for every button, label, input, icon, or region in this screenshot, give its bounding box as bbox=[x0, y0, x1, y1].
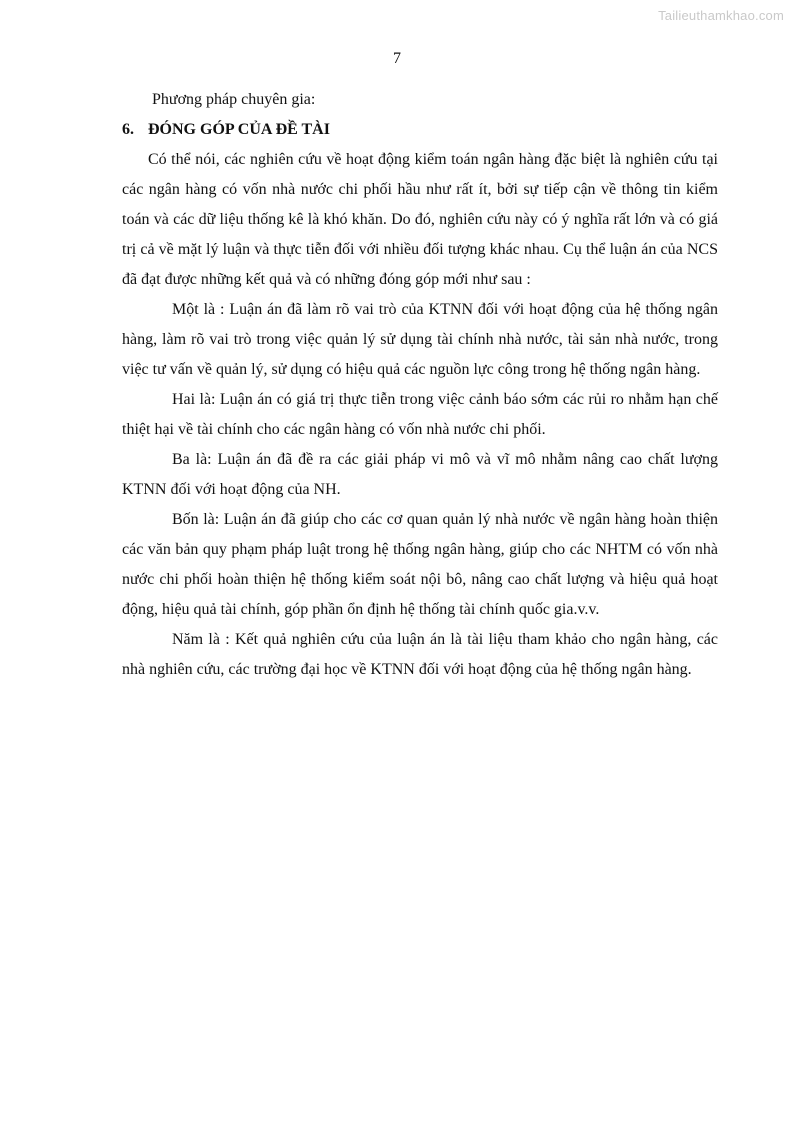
contribution-paragraph-1: Một là : Luận án đã làm rõ vai trò của KTNN đối với hoạt động của hệ thống ngân hàng, làm rõ vai trò trong việc quản lý sử dụng tài chính nhà nước, tài sản nhà nước, trong việc tư vấn về quản lý, sử dụng có hiệu quả các nguồn lực công trong hệ thống ngân hàng. bbox=[122, 301, 718, 378]
section-heading bbox=[122, 115, 718, 145]
page-number: 7 bbox=[393, 50, 401, 67]
section-number: 6. bbox=[122, 121, 134, 138]
method-line: Phương pháp chuyên gia: bbox=[152, 91, 316, 108]
contribution-paragraph-3: Ba là: Luận án đã đề ra các giải pháp vi mô và vĩ mô nhằm nâng cao chất lượng KTNN đối với hoạt động của NH. bbox=[122, 451, 718, 498]
document-body bbox=[122, 85, 718, 685]
contribution-paragraph-4: Bốn là: Luận án đã giúp cho các cơ quan quản lý nhà nước về ngân hàng hoàn thiện các văn bản quy phạm pháp luật trong hệ thống ngân hàng, giúp cho các NHTM có vốn nhà nước chi phối hoàn thiện hệ thống kiểm soát nội bô, nâng cao chất lượng và hiệu quả hoạt động, hiệu quả tài chính, góp phần ổn định hệ thống tài chính quốc gia.v.v. bbox=[122, 511, 718, 618]
contribution-paragraph-5: Năm là : Kết quả nghiên cứu của luận án là tài liệu tham khảo cho ngân hàng, các nhà nghiên cứu, các trường đại học về KTNN đối với hoạt động của hệ thống ngân hàng. bbox=[122, 631, 718, 678]
intro-paragraph: Có thể nói, các nghiên cứu về hoạt động kiểm toán ngân hàng đặc biệt là nghiên cứu tại các ngân hàng có vốn nhà nước chi phối hầu như rất ít, bởi sự tiếp cận về thông tin kiểm toán và các dữ liệu thống kê là khó khăn. Do đó, nghiên cứu này có ý nghĩa rất lớn và có giá trị cả về mặt lý luận và thực tiễn đối với nhiều đối tượng khác nhau. Cụ thể luận án của NCS đã đạt được những kết quả và có những đóng góp mới như sau : bbox=[122, 151, 718, 288]
contribution-paragraph-2: Hai là: Luận án có giá trị thực tiễn trong việc cảnh báo sớm các rủi ro nhằm hạn chế thiệt hại về tài chính cho các ngân hàng có vốn nhà nước chi phối. bbox=[122, 391, 718, 438]
watermark: Tailieuthamkhao.com bbox=[658, 8, 784, 23]
section-title: ĐÓNG GÓP CỦA ĐỀ TÀI bbox=[148, 121, 330, 138]
